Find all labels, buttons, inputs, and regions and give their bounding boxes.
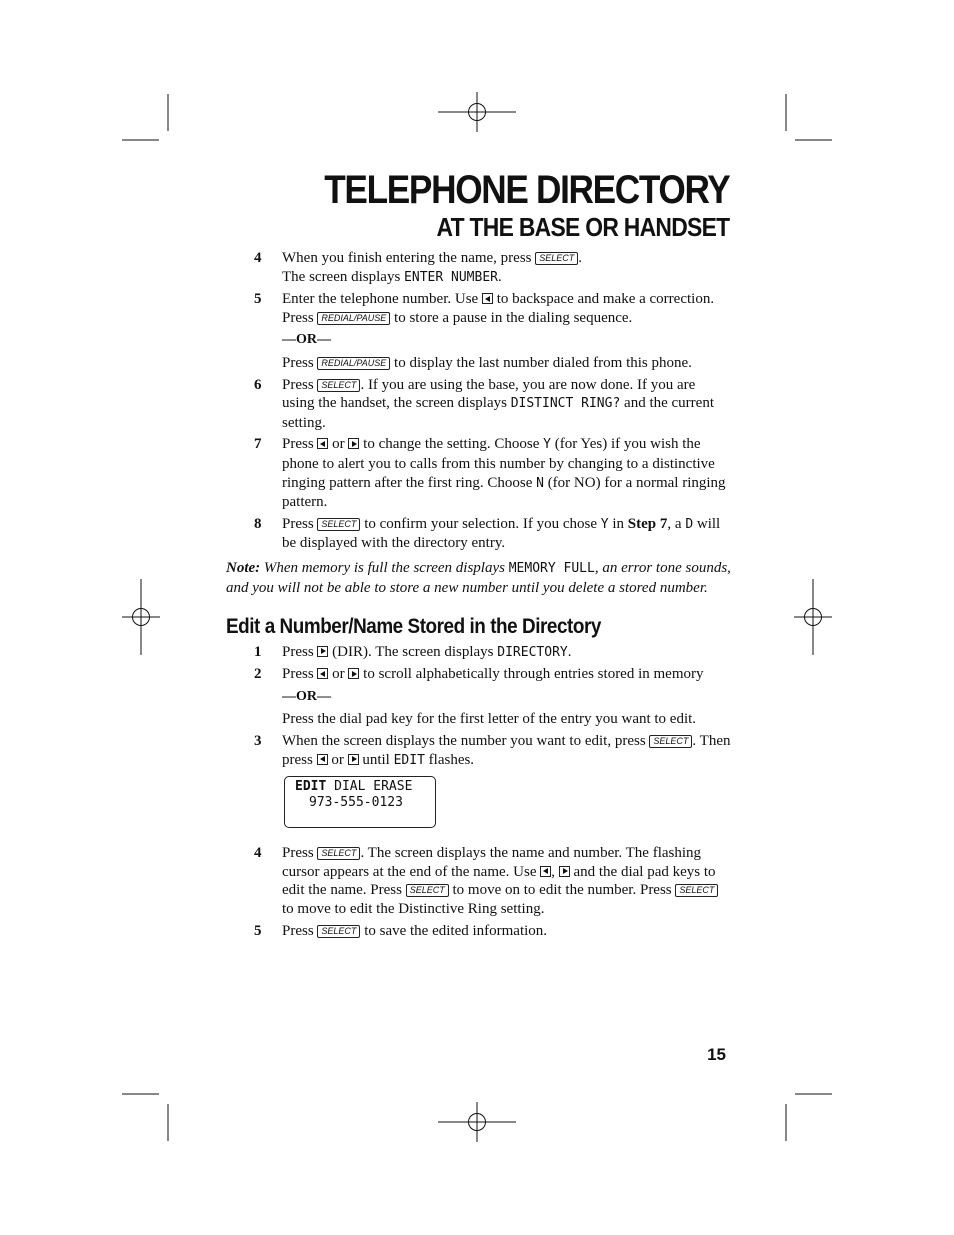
- select-key-icon: SELECT: [649, 735, 692, 748]
- section-heading: Edit a Number/Name Stored in the Directory: [226, 615, 601, 639]
- memory-full-note: Note: When memory is full the screen displays MEMORY FULL, an error tone sounds, and you will not be able to store a new number until you delete a stored number.: [226, 559, 731, 596]
- select-key-icon: SELECT: [317, 379, 360, 392]
- right-arrow-key-icon: [559, 866, 570, 877]
- step-5-enter-number: 5 Enter the telephone number. Use to backspace and make a correction. Press REDIAL/PAUSE to store a pause in the dialing sequence.: [254, 291, 715, 326]
- edit-step-3: 3 When the screen displays the number you want to edit, press SELECT . Then press or until EDIT flashes.: [254, 733, 731, 768]
- edit-step-4: 4 Press SELECT . The screen displays the name and number. The flashing cursor appears at the end of the name. Use , and the dial pad keys to edit the name. Press SELECT to move on to edit the number. Press SELECT to move to edit the Distinctive Ring setting.: [226, 844, 731, 918]
- edit-step-2-alternative: Press the dial pad key for the first letter of the entry you want to edit.: [282, 711, 697, 728]
- select-key-icon: SELECT: [535, 252, 578, 265]
- select-key-icon: SELECT: [675, 884, 718, 897]
- step-6-select: 6 Press SELECT . If you are using the base, you are now done. If you are using the handset, the screen displays DISTINCT RING? and the current setting.: [254, 376, 714, 431]
- lcd-text: DISTINCT RING?: [510, 396, 621, 412]
- step-8-confirm: 8 Press SELECT to confirm your selection. If you chose Y in Step 7, a D will be displayed with the directory entry.: [254, 515, 721, 552]
- lcd-text: ENTER NUMBER: [404, 269, 498, 285]
- step-7-change-setting: 7 Press or to change the setting. Choose Y (for Yes) if you wish the phone to alert you to calls from this number by changing to a distinctive ringing pattern after the first ring. Choose N (for NO) for a normal ringing pattern.: [254, 436, 726, 511]
- edit-step-5: 5 Press SELECT to save the edited information.: [254, 922, 548, 939]
- edit-step-1: 1 Press (DIR). The screen displays DIRECTORY.: [254, 643, 572, 660]
- or-divider: —OR—: [282, 332, 331, 348]
- redial-pause-key-icon: REDIAL/PAUSE: [317, 357, 390, 370]
- left-arrow-key-icon: [482, 293, 493, 304]
- step-4-enter-name: 4 When you finish entering the name, press SELECT . The screen displays ENTER NUMBER.: [254, 250, 583, 285]
- step-5-alternative: Press REDIAL/PAUSE to display the last number dialed from this phone.: [282, 354, 692, 371]
- right-arrow-key-icon: [348, 754, 359, 765]
- or-divider: —OR—: [282, 688, 331, 704]
- edit-step-2: 2 Press or to scroll alphabetically through entries stored in memory: [254, 666, 704, 683]
- lcd-display-example: EDIT DIAL ERASE 973-555-0123: [284, 776, 436, 828]
- redial-pause-key-icon: REDIAL/PAUSE: [317, 312, 390, 325]
- select-key-icon: SELECT: [406, 884, 449, 897]
- left-arrow-key-icon: [317, 438, 328, 449]
- select-key-icon: SELECT: [317, 518, 360, 531]
- left-arrow-key-icon: [317, 668, 328, 679]
- right-arrow-key-icon: [317, 646, 328, 657]
- select-key-icon: SELECT: [317, 925, 360, 938]
- page-content: [226, 249, 731, 943]
- left-arrow-key-icon: [317, 754, 328, 765]
- select-key-icon: SELECT: [317, 847, 360, 860]
- right-arrow-key-icon: [348, 438, 359, 449]
- page-title: TELEPHONE DIRECTORY: [323, 168, 729, 212]
- page-subtitle: AT THE BASE OR HANDSET: [436, 212, 729, 242]
- page-number: 15: [707, 1045, 726, 1064]
- left-arrow-key-icon: [540, 866, 551, 877]
- right-arrow-key-icon: [348, 668, 359, 679]
- page-header: [269, 170, 729, 240]
